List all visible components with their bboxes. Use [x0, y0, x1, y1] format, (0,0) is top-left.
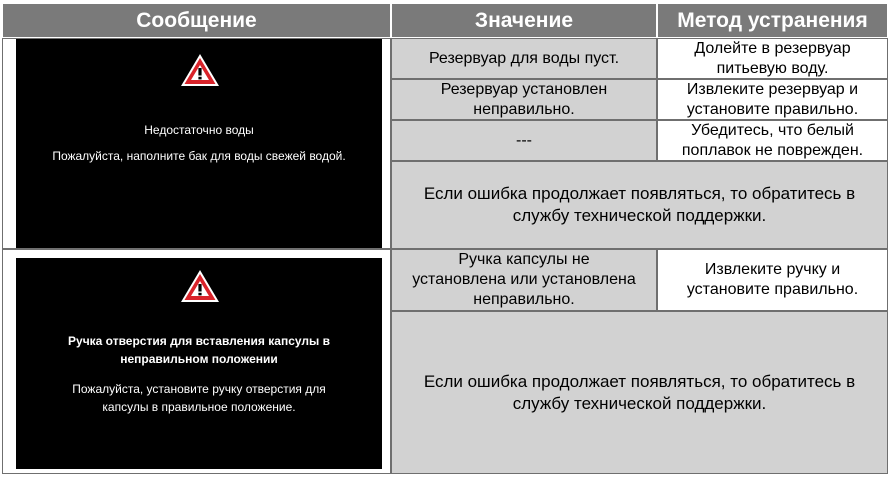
- header-remedy: Метод устранения: [657, 3, 888, 38]
- message-screen-low-water: [16, 39, 382, 248]
- message-screen-capsule-handle: [16, 258, 382, 469]
- remedy-cell: Долейте в резервуар питьевую воду.: [657, 38, 888, 79]
- support-note: Если ошибка продолжает появляться, то обратитесь в службу технической поддержки.: [391, 311, 888, 474]
- remedy-cell: Убедитесь, что белый поплавок не поврежден.: [657, 120, 888, 161]
- screen-body: Пожалуйста, наполните бак для воды свежей водой.: [52, 149, 346, 163]
- meaning-cell: Ручка капсулы не установлена или установлена неправильно.: [391, 249, 657, 311]
- warning-triangle-icon: [179, 52, 221, 88]
- header-message: Сообщение: [2, 3, 391, 38]
- meaning-cell: ---: [391, 120, 657, 161]
- header-meaning: Значение: [391, 3, 657, 38]
- message-cell-1: [2, 38, 391, 249]
- remedy-cell: Извлеките ручку и установите правильно.: [657, 249, 888, 311]
- remedy-cell: Извлеките резервуар и установите правильно.: [657, 79, 888, 120]
- warning-triangle-icon: [179, 268, 221, 304]
- screen-body: Пожалуйста, установите ручку отверстия для капсулы в правильное положение.: [72, 382, 326, 414]
- message-cell-2: [2, 249, 391, 474]
- support-note: Если ошибка продолжает появляться, то обратитесь в службу технической поддержки.: [391, 161, 888, 249]
- screen-title: Ручка отверстия для вставления капсулы в неправильном положении: [68, 334, 330, 366]
- screen-title: Недостаточно воды: [144, 123, 254, 137]
- meaning-cell: Резервуар установлен неправильно.: [391, 79, 657, 120]
- meaning-cell: Резервуар для воды пуст.: [391, 38, 657, 79]
